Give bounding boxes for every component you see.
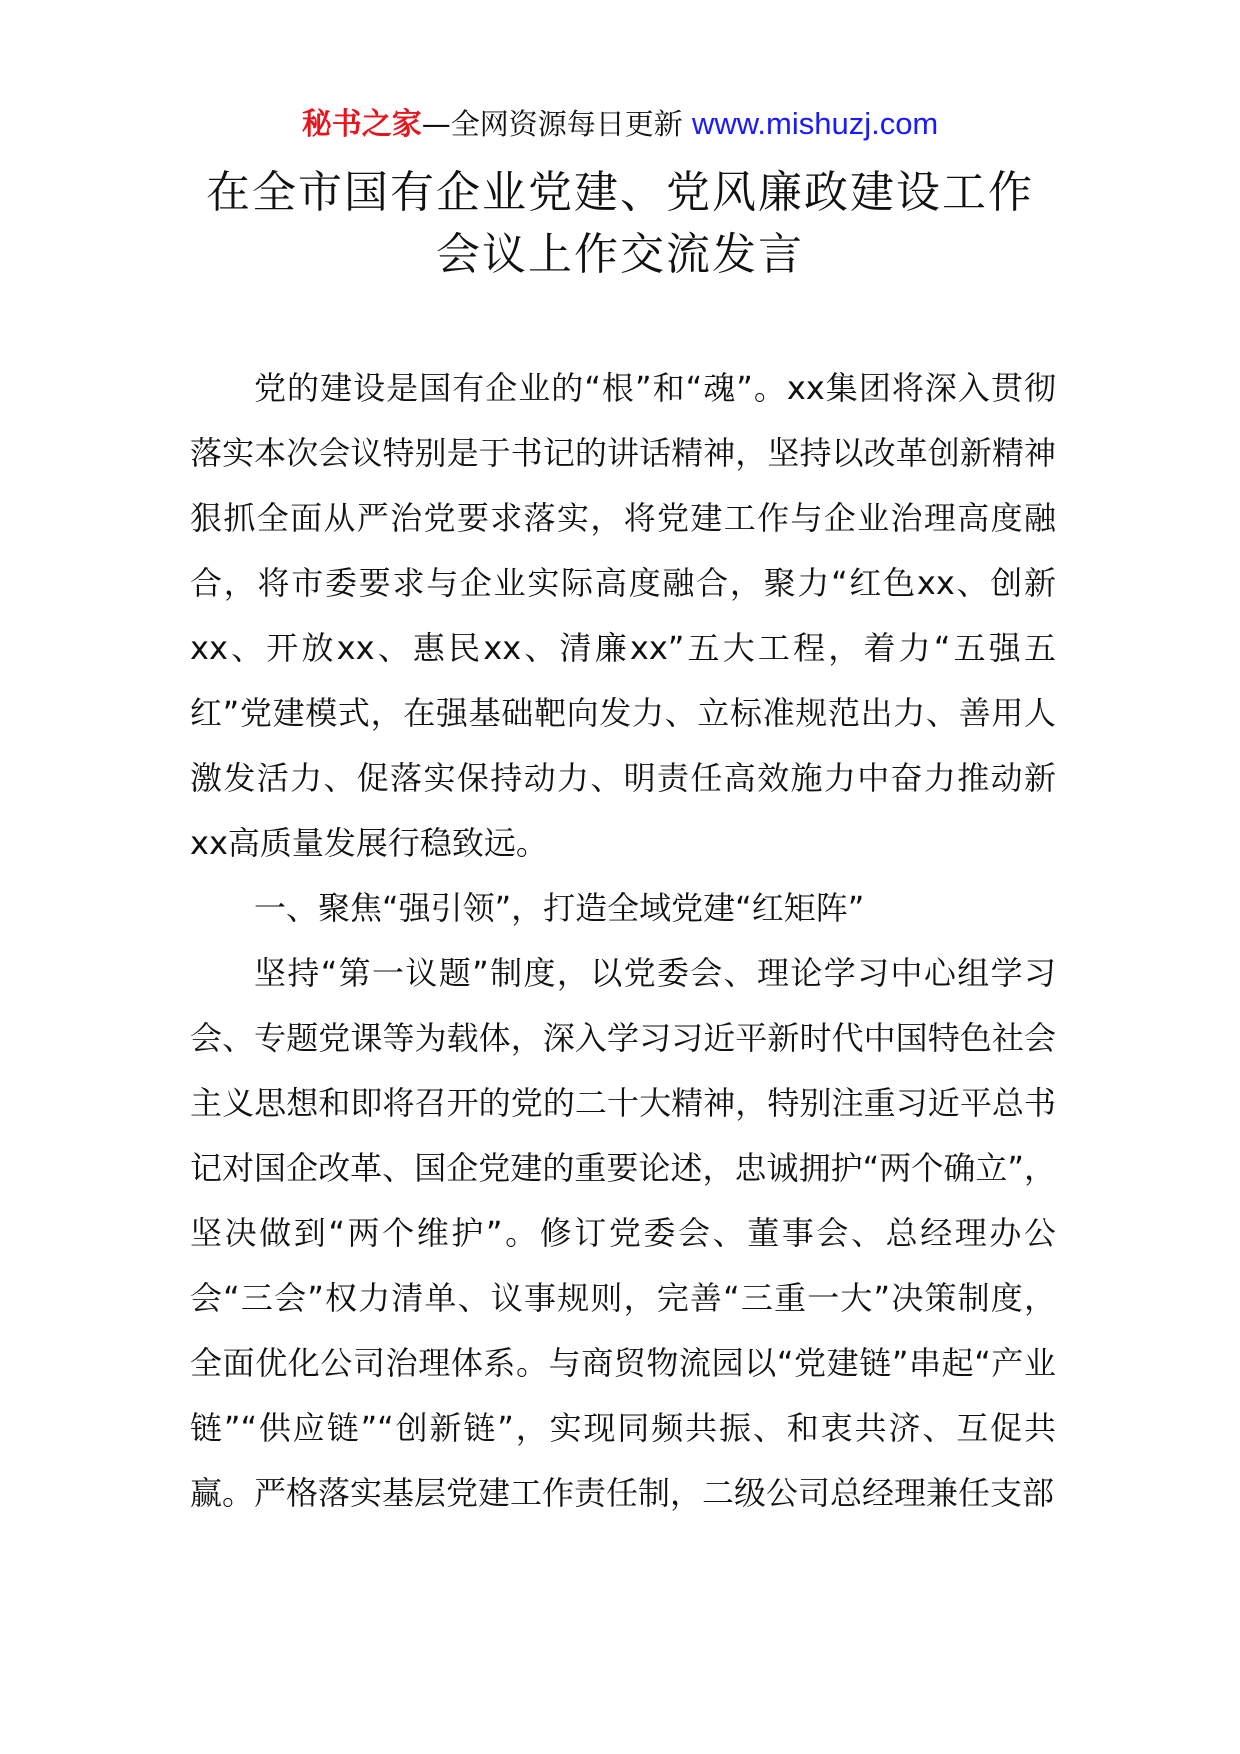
brand-name: 秘书之家 (301, 107, 422, 142)
document-body (190, 356, 1056, 1526)
section-heading-1: 一、聚焦“强引领”，打造全域党建“红矩阵” (254, 889, 865, 927)
banner-tagline: —全网资源每日更新 (421, 107, 692, 141)
body-paragraph-intro: 党的建设是国有企业的“根”和“魂”。xx集团将深入贯彻落实本次会议特别是于书记的讲话精神，坚持以改革创新精神狠抓全面从严治党要求落实，将党建工作与企业治理高度融合，将市委要求与企业实际高度融合，聚力“红色xx、创新xx、开放xx、惠民xx、清廉xx”五大工程，着力“五强五红”党建模式，在强基础靶向发力、立标准规范出力、善用人激发活力、促落实保持动力、明责任高效施力中奋力推动新xx高质量发展行稳致远。 (190, 369, 1056, 862)
document-title-line-1: 在全市国有企业党建、党风廉政建设工作 (206, 167, 1034, 218)
document-title (150, 162, 1090, 286)
body-paragraph-section-1: 坚持“第一议题”制度，以党委会、理论学习中心组学习会、专题党课等为载体，深入学习习近平新时代中国特色社会主义思想和即将召开的党的二十大精神，特别注重习近平总书记对国企改革、国企党建的重要论述，忠诚拥护“两个确立”，坚决做到“两个维护”。修订党委会、董事会、总经理办公会“三会”权力清单、议事规则，完善“三重一大”决策制度，全面优化公司治理体系。与商贸物流园以“党建链”串起“产业链”“供应链”“创新链”，实现同频共振、和衷共济、互促共赢。严格落实基层党建工作责任制，二级公司总经理兼任支部 (190, 954, 1056, 1512)
document-title-line-2: 会议上作交流发言 (436, 229, 804, 280)
site-banner (0, 104, 1240, 145)
site-url-link[interactable]: www.mishuzj.com (691, 106, 939, 141)
